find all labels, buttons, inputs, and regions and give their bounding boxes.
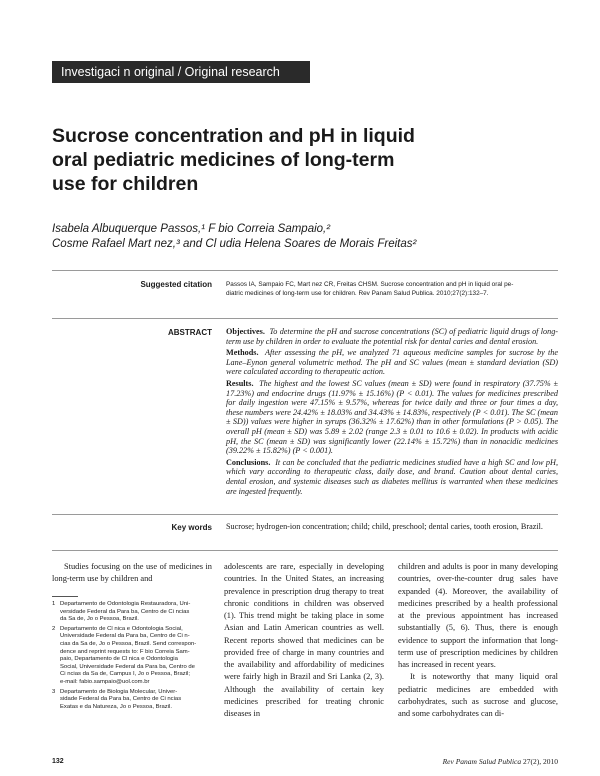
objectives-text: To determine the pH and sucrose concentrations (SC) of pediatric liquid drugs of long-term use by children in order to evaluate the potential risk for dental caries and dental erosion. — [226, 327, 559, 346]
body-paragraph: children and adults is poor in many developing countries, over-the-counter drug sales have expanded (4). Moreover, the availability of medicines prescribed by a health professional at the previous appointment has increased substantially (5, 6). Thus, there is enough evidence to support the information that long-term use of prescription medicines by children has increased in recent years. — [398, 562, 558, 669]
journal-footer — [443, 757, 558, 766]
keywords-text: Sucrose; hydrogen-ion concentration; child; child, preschool; dental caries, tooth erosion, Brazil. — [226, 522, 543, 531]
suggested-citation-label: Suggested citation — [140, 280, 212, 289]
title-line: use for children — [52, 173, 199, 195]
footnote-line: dence and reprint requests to: F bio Correia Sam- — [60, 648, 190, 655]
citation-line: Passos IA, Sampaio FC, Mart nez CR, Freitas CHSM. Sucrose concentration and pH in liquid oral pe- — [226, 281, 514, 288]
footnote-line: Departamento de Cl nica e Odontologia Social, — [60, 625, 183, 632]
footnote-line: sidade Federal da Para ba, Centro de Ci ncias — [60, 696, 182, 703]
footnote-line: Exatas e da Natureza, Jo o Pessoa, Brazil. — [60, 703, 172, 710]
footnote-number: 2 — [52, 625, 56, 632]
footnote-item — [52, 601, 212, 624]
body-paragraph: It is noteworthy that many liquid oral pediatric medicines are embedded with carbohydrates, such as sucrose and glucose, and some carbohydrates can di- — [398, 672, 558, 718]
section-divider — [52, 514, 558, 515]
footnote-number: 1 — [52, 601, 56, 607]
body-column-1 — [52, 561, 212, 586]
footnotes — [52, 601, 212, 713]
footnote-item — [52, 626, 212, 687]
title-line: Sucrose concentration and pH in liquid — [52, 125, 415, 147]
body-paragraph: Studies focusing on the use of medicines in long-term use by children and — [52, 562, 212, 584]
footnote-line: versidade Federal da Para ba, Centro de Ci ncias — [60, 608, 190, 615]
author-line: Cosme Rafael Mart nez,³ and Cl udia Helena Soares de Morais Freitas² — [52, 238, 417, 250]
abstract-label: ABSTRACT — [168, 328, 212, 337]
body-column-2 — [224, 561, 384, 720]
results-text: The highest and the lowest SC values (mean ± SD) were found in respiratory (37.75% ± 17.23%) and endocrine drugs (11.97% ± 15.16%) (P < 0.01). The values for medicines prescribed for daily ingestion were 47.15% ± 9.57%, whereas for twice daily and three or four times a day, these numbers were 24.42% ± 18.03% and 34.43% ± 14.83%, respectively (P < 0.01). The SC (mean ± SD)) values were higher in syrups (36.32% ± 17.62%) than in other formulations (P > 0.05). The overall pH (mean ± SD) was 5.89 ± 2.02 (range 2.3 ± 0.01 to 10.6 ± 0.02). In products with acidic pH, the SC (mean ± SD) was significantly lower (22.14% ± 15.72%) than in nonacidic medicines (39.22% ± 15.82%) (P < 0.001). — [226, 378, 558, 456]
body-paragraph: adolescents are rare, especially in developing countries. In the United States, an increasing prevalence in prescription drug therapy to treat chronic conditions in children was observed (1). This trend might be taking place in some Asian and Latin American countries as well. Recent reports showed that medicines can be provided free of charge in many countries and the availability and affordability of medicines were fairly high in Brazil and Sri Lanka (2, 3). Although the availability of certain key medicines prescribed for treating chronic diseases in — [224, 562, 384, 718]
section-divider — [52, 550, 558, 551]
suggested-citation-text — [226, 280, 556, 298]
citation-line: diatric medicines of long-term use for children. Rev Panam Salud Publica. 2010;27(2):132–7. — [226, 290, 489, 297]
section-banner: Investigaci n original / Original research — [52, 61, 310, 83]
objectives-heading: Objectives. — [226, 327, 265, 336]
keywords-label: Key words — [171, 523, 212, 532]
footnote-line: Ci ncias da Sa de, Campus I, Jo o Pessoa, Brazil; — [60, 671, 190, 678]
conclusions-heading: Conclusions. — [226, 457, 271, 467]
footnote-line: Departamento de Biologia Molecular, Univer- — [60, 688, 178, 695]
section-divider — [52, 270, 558, 271]
footnote-line: Social, Universidade Federal da Para ba, Centro de — [60, 663, 195, 670]
footnote-line: paio, Departamento de Cl nica e Odontologia — [60, 656, 178, 663]
article-title — [52, 124, 482, 196]
abstract-objectives — [226, 327, 558, 346]
footnote-number: 3 — [52, 688, 56, 695]
conclusions-text: It can be concluded that the pediatric medicines studied have a high SC and low pH, which vary according to therapeutic class, daily dose, and brand. Caution about dental caries, dental erosion, and systemic diseases such as diabetes mellitus is warranted when these medicines are ingested frequently. — [226, 457, 558, 496]
footnote-rule — [52, 596, 78, 597]
author-line: Isabela Albuquerque Passos,¹ F bio Correia Sampaio,² — [52, 223, 331, 235]
footnote-line: Universidade Federal da Para ba, Centro de Ci n- — [60, 633, 190, 640]
footnote-line: da Sa de, Jo o Pessoa, Brazil. — [60, 616, 139, 623]
methods-text: After assessing the pH, we analyzed 71 aqueous medicine samples for sucrose by the Lane–Eynon general volumetric method. The pH and SC values (mean ± standard deviation (SD) were calculated according to therapeutic action. — [226, 348, 558, 377]
author-list — [52, 222, 416, 252]
abstract-conclusions — [226, 458, 558, 496]
page-number: 132 — [52, 758, 64, 765]
footnote-text — [60, 626, 212, 687]
journal-issue: 27(2), 2010 — [523, 757, 558, 766]
footnote-line: Departamento de Odontologia Restauradora, Uni- — [60, 601, 191, 607]
abstract-results — [226, 379, 558, 456]
body-column-3 — [398, 561, 558, 720]
title-line: oral pediatric medicines of long-term — [52, 149, 395, 171]
journal-name: Rev Panam Salud Publica — [442, 757, 522, 766]
section-divider — [52, 318, 558, 319]
abstract-body — [226, 327, 558, 498]
footnote-text — [60, 601, 212, 624]
methods-heading: Methods. — [226, 348, 259, 358]
footnote-item — [52, 689, 212, 712]
footnote-line: cias da Sa de, Jo o Pessoa, Brazil. Send correspon- — [60, 640, 197, 647]
footnote-line: e-mail: fabio.sampaio@uol.com.br — [60, 678, 150, 685]
abstract-methods — [226, 348, 558, 377]
results-heading: Results. — [226, 378, 254, 388]
footnote-text — [60, 689, 212, 712]
